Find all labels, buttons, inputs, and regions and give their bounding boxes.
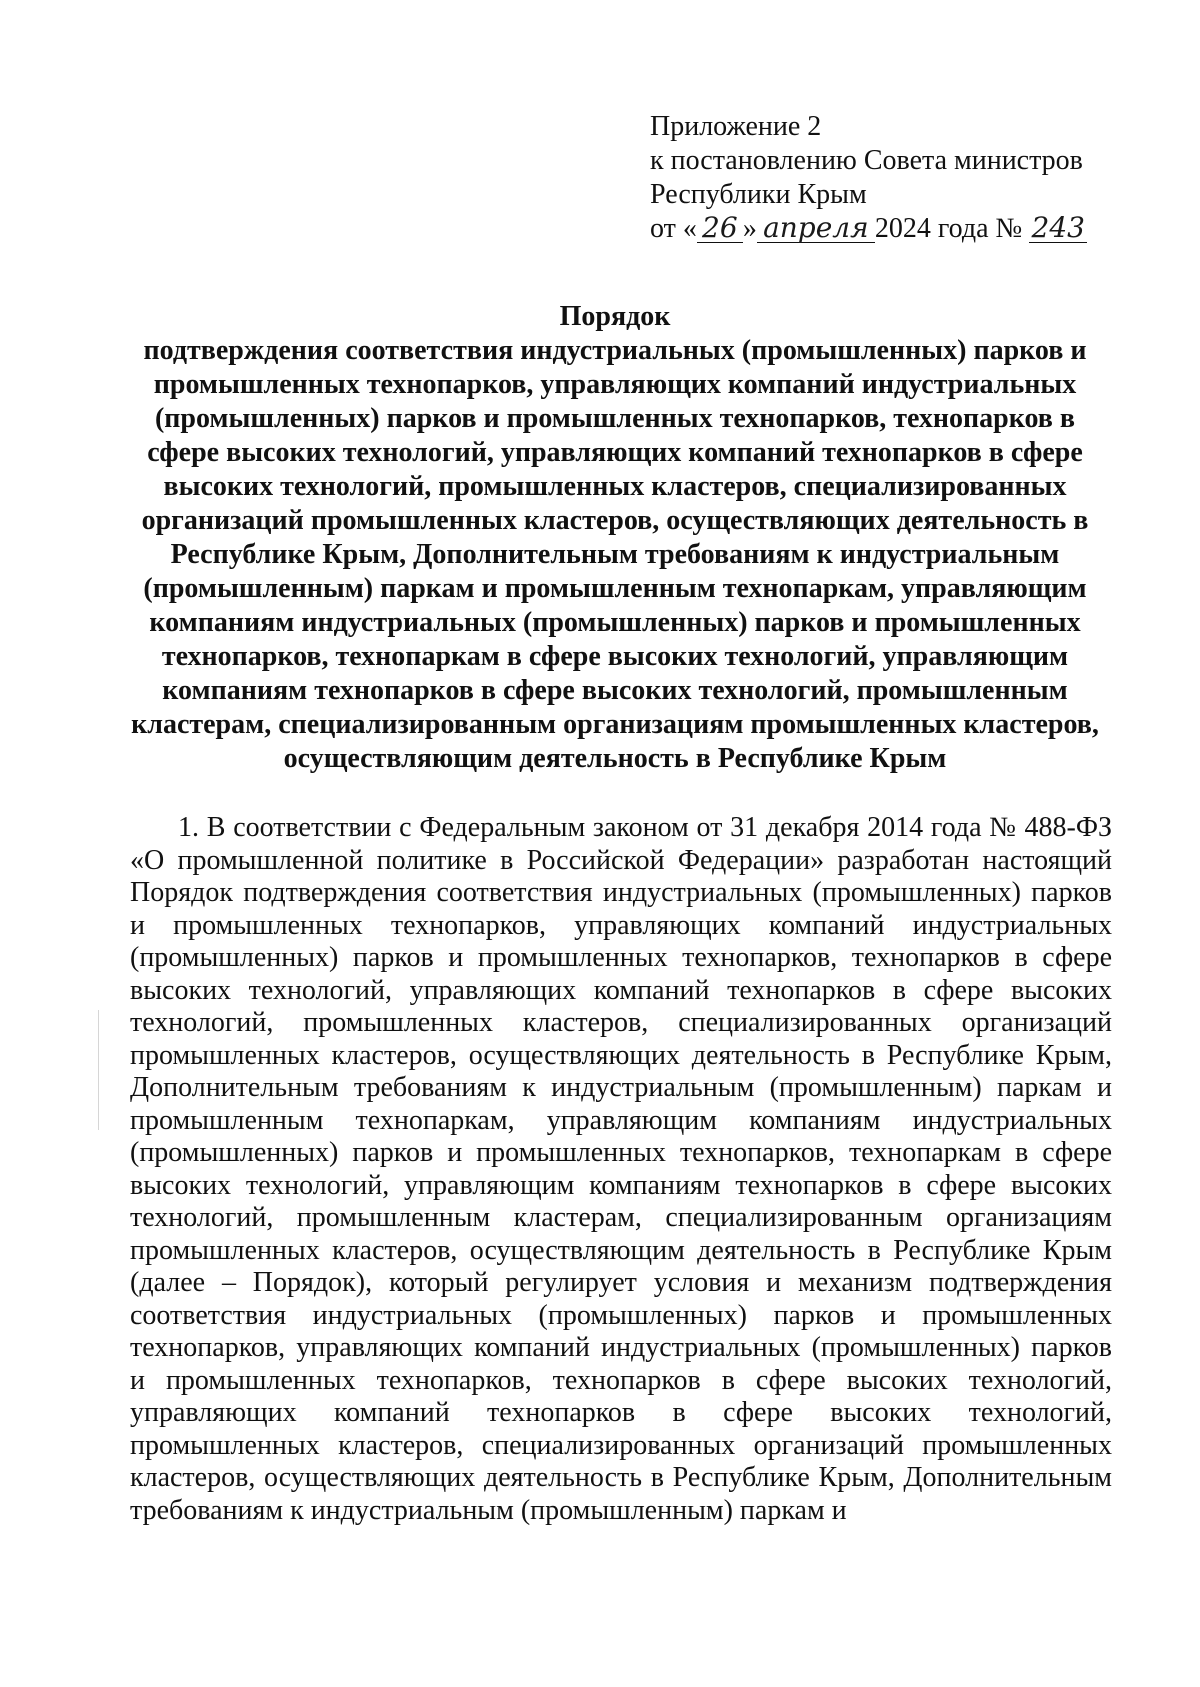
date-prefix: от «: [650, 213, 697, 244]
document-title-block: [120, 300, 1110, 776]
margin-mark: [98, 1010, 99, 1130]
document-number-handwritten: 243: [1029, 214, 1087, 243]
appendix-date-line: [650, 212, 1110, 246]
date-day-handwritten: 26: [697, 214, 743, 243]
appendix-republic: Республики Крым: [650, 179, 867, 210]
date-year: 2024 года №: [874, 213, 1023, 244]
appendix-resolution-ref: к постановлению Совета министров: [650, 145, 1083, 176]
date-separator: »: [742, 213, 757, 244]
appendix-title: Приложение 2: [650, 111, 822, 142]
document-subtitle: подтверждения соответствия индустриальных (промышленных) парков и промышленных технопарков, управляющих компаний индустриальных (промышленных) парков и промышленных технопарков, технопарков в сфере высоких технологий, управляющих компаний технопарков в сфере высоких технологий, промышленных кластеров, специализированных организаций промышленных кластеров, осуществляющих деятельность в Республике Крым, Дополнительным требованиям к индустриальным (промышленным) паркам и промышленным технопаркам, управляющим компаниям индустриальных (промышленных) парков и промышленных технопарков, технопаркам в сфере высоких технологий, управляющим компаниям технопарков в сфере высоких технологий, промышленным кластерам, специализированным организациям промышленных кластеров, осуществляющим деятельность в Республике Крым: [131, 335, 1099, 774]
body-paragraph-1: 1. В соответствии с Федеральным законом от 31 декабря 2014 года № 488-ФЗ «О промышленной политике в Российской Федерации» разработан настоящий Порядок подтверждения соответствия индустриальных (промышленных) парков и промышленных технопарков, управляющих компаний индустриальных (промышленных) парков и промышленных технопарков, технопарков в сфере высоких технологий, управляющих компаний технопарков в сфере высоких технологий, промышленных кластеров, специализированных организаций промышленных кластеров, осуществляющих деятельность в Республике Крым, Дополнительным требованиям к индустриальным (промышленным) паркам и промышленным технопаркам, управляющим компаниям индустриальных (промышленных) парков и промышленных технопарков, технопаркам в сфере высоких технологий, управляющим компаниям технопарков в сфере высоких технологий, промышленным кластерам, специализированным организациям промышленных кластеров, осуществляющим деятельность в Республике Крым (далее – Порядок), который регулирует условия и механизм подтверждения соответствия индустриальных (промышленных) парков и промышленных технопарков, управляющих компаний индустриальных (промышленных) парков и промышленных технопарков, технопарков в сфере высоких технологий, управляющих компаний технопарков в сфере высоких технологий, промышленных кластеров, специализированных организаций промышленных кластеров, осуществляющих деятельность в Республике Крым, Дополнительным требованиям к индустриальным (промышленным) паркам и: [130, 812, 1112, 1526]
appendix-block: [650, 110, 1110, 246]
document-heading: Порядок: [559, 301, 671, 332]
date-month-handwritten: апреля: [757, 214, 875, 243]
